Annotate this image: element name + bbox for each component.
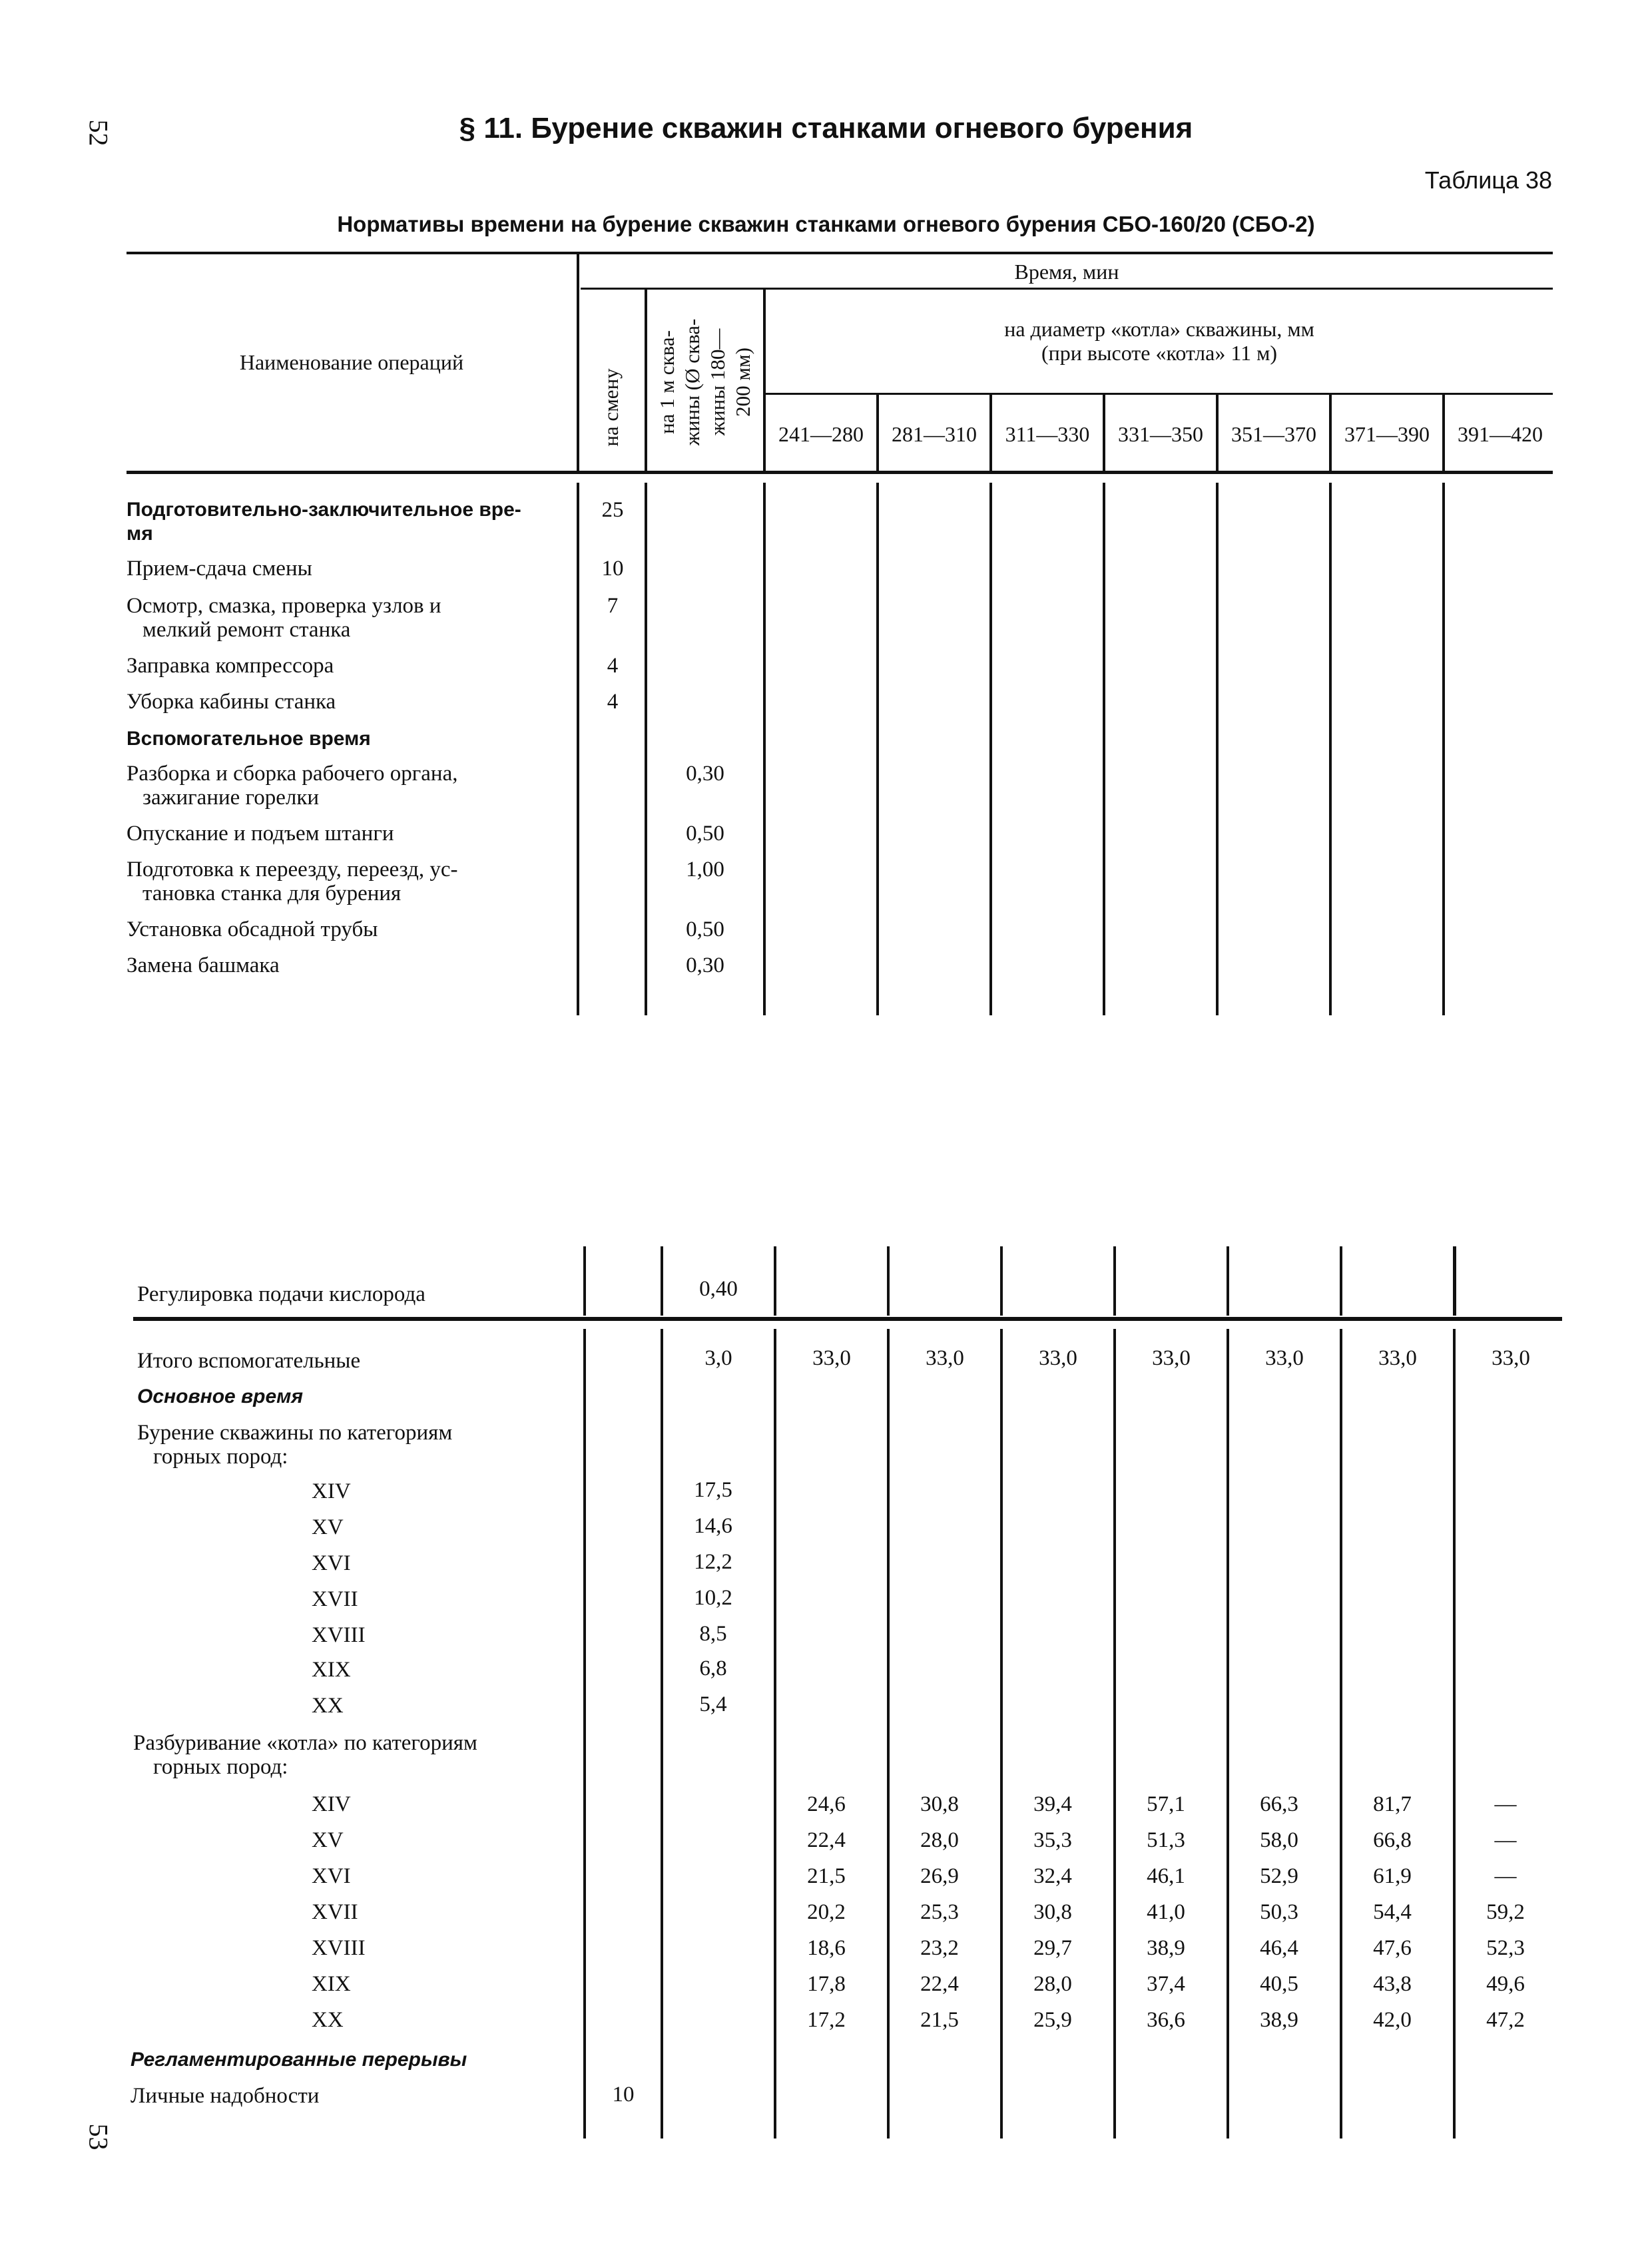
cell-reaming-value: 22,4: [807, 1828, 846, 1852]
cell-per-meter: 5,4: [699, 1692, 727, 1716]
cell-per-meter: 0,30: [686, 762, 724, 786]
cell-reaming-value: 46,1: [1147, 1864, 1185, 1888]
vline: [1340, 1246, 1342, 1316]
cell-reaming-value: 47,6: [1373, 1936, 1412, 1960]
vline: [661, 1329, 663, 2139]
row-label: Прием-сдача смены: [127, 557, 312, 581]
cell-reaming-value: 39,4: [1033, 1792, 1072, 1816]
cell-reaming-value: 57,1: [1147, 1792, 1185, 1816]
cell-reaming-value: 25,9: [1033, 2008, 1072, 2032]
vline: [645, 289, 647, 471]
cell-reaming-value: —: [1494, 1864, 1517, 1888]
rock-category: XVIII: [312, 1623, 366, 1647]
header-time: Время, мин: [1014, 260, 1119, 284]
cell-reaming-value: 30,8: [1033, 1900, 1072, 1924]
cell-reaming-value: 66,8: [1373, 1828, 1412, 1852]
rock-category: XIX: [312, 1972, 351, 1996]
vline: [1103, 483, 1105, 1015]
cell-reaming-value: 50,3: [1260, 1900, 1298, 1924]
cell-per-meter: 14,6: [694, 1514, 732, 1538]
cell-per-shift: 4: [607, 654, 619, 678]
row-label: Бурение скважины по категориям горных пород:: [137, 1421, 453, 1469]
cell-reaming-value: 21,5: [920, 2008, 959, 2032]
cell-total-diameter: 33,0: [1378, 1346, 1417, 1370]
cell-total-diameter: 33,0: [1152, 1346, 1191, 1370]
cell-total-diameter: 33,0: [1492, 1346, 1530, 1370]
cell-reaming-value: 22,4: [920, 1972, 959, 1996]
header-diameter-col: 371—390: [1344, 422, 1430, 446]
row-label: Разборка и сборка рабочего органа, зажигание горелки: [127, 762, 458, 810]
row-label: Подготовительно-заключительное вре- мя: [127, 499, 521, 545]
cell-reaming-value: 18,6: [807, 1936, 846, 1960]
header-operations: Наименование операций: [239, 350, 464, 374]
rule-top: [127, 252, 1553, 254]
rock-category: XIV: [312, 1792, 351, 1816]
cell-reaming-value: 17,2: [807, 2008, 846, 2032]
cell-per-meter: 0,40: [699, 1277, 738, 1301]
cell-reaming-value: 20,2: [807, 1900, 846, 1924]
cell-reaming-value: 35,3: [1033, 1828, 1072, 1852]
cell-reaming-value: —: [1494, 1792, 1517, 1816]
cell-reaming-value: 30,8: [920, 1792, 959, 1816]
table-label: Таблица 38: [1424, 166, 1552, 194]
rock-category: XVIII: [312, 1936, 366, 1960]
cell-reaming-value: 51,3: [1147, 1828, 1185, 1852]
rock-category: XIV: [312, 1479, 351, 1503]
cell-per-meter: 12,2: [694, 1550, 732, 1574]
rock-category: XVII: [312, 1900, 358, 1924]
row-label: Личные надобности: [131, 2084, 320, 2108]
header-per-meter-line: на 1 м сква-: [655, 330, 679, 434]
rock-category: XX: [312, 1694, 344, 1718]
table-caption: Нормативы времени на бурение скважин станками огневого бурения СБО-160/20 (СБО-2): [337, 212, 1315, 236]
cell-reaming-value: 66,3: [1260, 1792, 1298, 1816]
cell-reaming-value: 32,4: [1033, 1864, 1072, 1888]
row-label: Опускание и подъем штанги: [127, 822, 394, 846]
cell-per-shift: 10: [612, 2083, 635, 2107]
rule-header-bottom: [127, 471, 1553, 474]
cell-reaming-value: 28,0: [1033, 1972, 1072, 1996]
cell-per-meter: 17,5: [694, 1478, 732, 1502]
vline: [1329, 483, 1332, 1015]
cell-reaming-value: 28,0: [920, 1828, 959, 1852]
vline: [989, 483, 992, 1015]
cell-reaming-value: 24,6: [807, 1792, 846, 1816]
rock-category: XVI: [312, 1551, 351, 1575]
cell-reaming-value: 21,5: [807, 1864, 846, 1888]
row-label: Разбуривание «котла» по категориям горных пород:: [133, 1731, 477, 1779]
cell-reaming-value: 43,8: [1373, 1972, 1412, 1996]
vline: [1442, 483, 1445, 1015]
row-label: Осмотр, смазка, проверка узлов и мелкий ремонт станка: [127, 594, 441, 642]
cell-total-diameter: 33,0: [1039, 1346, 1077, 1370]
header-diameter-col: 351—370: [1231, 422, 1316, 446]
row-label: Регулировка подачи кислорода: [137, 1282, 425, 1306]
row-label: Установка обсадной трубы: [127, 917, 378, 941]
cell-reaming-value: 25,3: [920, 1900, 959, 1924]
rock-category: XVI: [312, 1864, 351, 1888]
cell-reaming-value: 40,5: [1260, 1972, 1298, 1996]
page-number-bottom: 53: [83, 2123, 114, 2150]
cell-per-meter: 1,00: [686, 858, 724, 881]
page-number-top: 52: [83, 119, 114, 146]
header-per-meter-line: жины (Ø сква-: [681, 318, 704, 446]
cell-reaming-value: 54,4: [1373, 1900, 1412, 1924]
cell-reaming-value: 17,8: [807, 1972, 846, 1996]
header-per-shift: на смену: [599, 368, 623, 447]
vline: [577, 483, 579, 1015]
vline: [1000, 1246, 1003, 1316]
row-label: Основное время: [137, 1385, 304, 1407]
header-per-meter-line: жины 180—: [706, 328, 729, 436]
cell-reaming-value: 42,0: [1373, 2008, 1412, 2032]
cell-per-meter: 0,50: [686, 822, 724, 846]
vline: [583, 1246, 586, 1316]
cell-reaming-value: 38,9: [1147, 1936, 1185, 1960]
vline: [774, 1246, 776, 1316]
cell-reaming-value: 52,3: [1486, 1936, 1525, 1960]
cell-reaming-value: 52,9: [1260, 1864, 1298, 1888]
cell-reaming-value: 47,2: [1486, 2008, 1525, 2032]
header-diameter-line1: на диаметр «котла» скважины, мм: [1004, 317, 1314, 341]
cell-reaming-value: 61,9: [1373, 1864, 1412, 1888]
cell-total-diameter: 33,0: [812, 1346, 851, 1370]
cell-per-meter: 3,0: [704, 1346, 732, 1370]
rock-category: XVII: [312, 1587, 358, 1611]
row-label: Подготовка к переезду, переезд, ус- тановка станка для бурения: [127, 858, 458, 905]
vline: [1216, 483, 1219, 1015]
cell-reaming-value: 46,4: [1260, 1936, 1298, 1960]
header-per-meter-line: 200 мм): [731, 348, 754, 417]
cell-reaming-value: 59,2: [1486, 1900, 1525, 1924]
vline: [876, 483, 879, 1015]
vline: [1453, 1246, 1456, 1316]
vline: [887, 1246, 890, 1316]
vline: [583, 1329, 586, 2139]
cell-per-meter: 0,50: [686, 917, 724, 941]
vline: [577, 252, 579, 471]
rock-category: XIX: [312, 1658, 351, 1682]
cell-reaming-value: 37,4: [1147, 1972, 1185, 1996]
header-diameter-col: 311—330: [1005, 422, 1090, 446]
rock-category: XV: [312, 1828, 344, 1852]
row-label: Замена башмака: [127, 953, 280, 977]
header-diameter-col: 331—350: [1118, 422, 1203, 446]
cell-reaming-value: 26,9: [920, 1864, 959, 1888]
cell-reaming-value: 58,0: [1260, 1828, 1298, 1852]
rock-category: XV: [312, 1515, 344, 1539]
cell-per-shift: 7: [607, 594, 619, 618]
cell-per-meter: 8,5: [699, 1622, 727, 1646]
cell-reaming-value: 23,2: [920, 1936, 959, 1960]
cell-per-meter: 6,8: [699, 1656, 727, 1680]
rule-time: [581, 288, 1553, 290]
vline: [763, 483, 766, 1015]
cell-reaming-value: 41,0: [1147, 1900, 1185, 1924]
cell-reaming-value: 49,6: [1486, 1972, 1525, 1996]
cell-reaming-value: 29,7: [1033, 1936, 1072, 1960]
row-label: Уборка кабины станка: [127, 690, 336, 714]
rule-diameter: [764, 393, 1553, 395]
header-diameter-col: 391—420: [1458, 422, 1543, 446]
header-diameter-col: 281—310: [892, 422, 977, 446]
row-label: Заправка компрессора: [127, 654, 334, 678]
row-label: Вспомогательное время: [127, 728, 371, 750]
cell-per-shift: 25: [601, 498, 624, 522]
cell-reaming-value: 38,9: [1260, 2008, 1298, 2032]
cell-reaming-value: 81,7: [1373, 1792, 1412, 1816]
row-label: Итого вспомогательные: [137, 1349, 361, 1373]
section-title: § 11. Бурение скважин станками огневого бурения: [459, 112, 1193, 144]
cell-per-shift: 4: [607, 690, 619, 714]
cell-reaming-value: —: [1494, 1828, 1517, 1852]
cell-total-diameter: 33,0: [926, 1346, 964, 1370]
cell-per-meter: 0,30: [686, 953, 724, 977]
cell-total-diameter: 33,0: [1265, 1346, 1304, 1370]
rock-category: XX: [312, 2008, 344, 2032]
rule-part2: [133, 1317, 1562, 1321]
header-diameter-col: 241—280: [778, 422, 864, 446]
cell-per-shift: 10: [601, 557, 624, 581]
header-diameter-line2: (при высоте «котла» 11 м): [1041, 341, 1278, 365]
vline: [1113, 1246, 1116, 1316]
cell-per-meter: 10,2: [694, 1586, 732, 1610]
row-label: Регламентированные перерывы: [131, 2049, 467, 2071]
vline: [1227, 1246, 1229, 1316]
cell-reaming-value: 36,6: [1147, 2008, 1185, 2032]
